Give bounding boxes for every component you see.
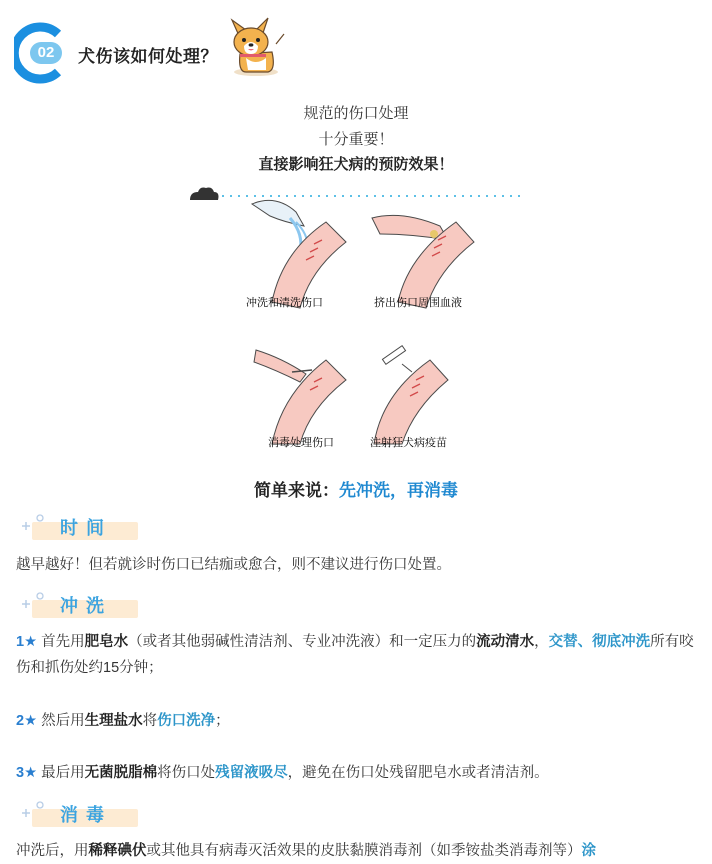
section-header-time: [16, 512, 126, 542]
cloud-icon: [190, 188, 219, 201]
section-number-badge: 02: [30, 42, 62, 64]
intro-line-1: 规范的伤口处理: [303, 105, 409, 122]
section-header-wash: [16, 590, 126, 620]
caption-1: 冲洗和清洗伤口: [246, 296, 323, 309]
vaccine-panel: [374, 346, 448, 444]
caption-2: 挤出伤口周围血液: [374, 296, 462, 309]
page-title: 犬伤该如何处理？: [78, 47, 218, 66]
wash-step-1: 1★ 首先用肥皂水（或者其他弱碱性清洁剂、专业冲洗液）和一定压力的流动清水，交替、彻底冲洗所有咬伤和抓伤处约15分钟；: [16, 634, 694, 676]
caption-4: 注射狂犬病疫苗: [370, 436, 447, 449]
section-title-wash: 冲洗: [60, 596, 112, 616]
intro-line-3: 直接影响狂犬病的预防效果！: [258, 156, 454, 173]
disinfect-text: 冲洗后，用稀释碘伏或其他具有病毒灭活效果的皮肤黏膜消毒剂（如季铵盐类消毒剂等）涂: [16, 843, 596, 859]
section-header-disinfect: [16, 799, 126, 829]
wash-step-3: 3★ 最后用无菌脱脂棉将伤口处残留液吸尽，避免在伤口处残留肥皂水或者清洁剂。: [16, 765, 549, 781]
time-text: 越早越好！但若就诊时伤口已结痂或愈合，则不建议进行伤口处置。: [16, 557, 451, 573]
section-title-time: 时间: [60, 518, 112, 538]
disinfect-panel: [254, 350, 346, 444]
intro-line-2: 十分重要！: [318, 131, 394, 148]
sparkle-icon: [16, 512, 56, 534]
sparkle-icon: [16, 799, 56, 821]
summary-highlight: 先冲洗，再消毒: [339, 481, 458, 500]
squeeze-panel: [372, 215, 474, 308]
summary-line: [0, 476, 712, 501]
wound-care-illustration: [186, 182, 526, 452]
section-title-disinfect: 消毒: [60, 805, 112, 825]
sparkle-icon: [16, 590, 56, 612]
caption-3: 消毒处理伤口: [268, 436, 334, 449]
washing-panel: [252, 200, 346, 308]
summary-prefix: 简单来说：: [254, 481, 339, 500]
wash-step-2: 2★ 然后用生理盐水将伤口洗净；: [16, 713, 230, 729]
corgi-dog-icon: [220, 14, 286, 78]
